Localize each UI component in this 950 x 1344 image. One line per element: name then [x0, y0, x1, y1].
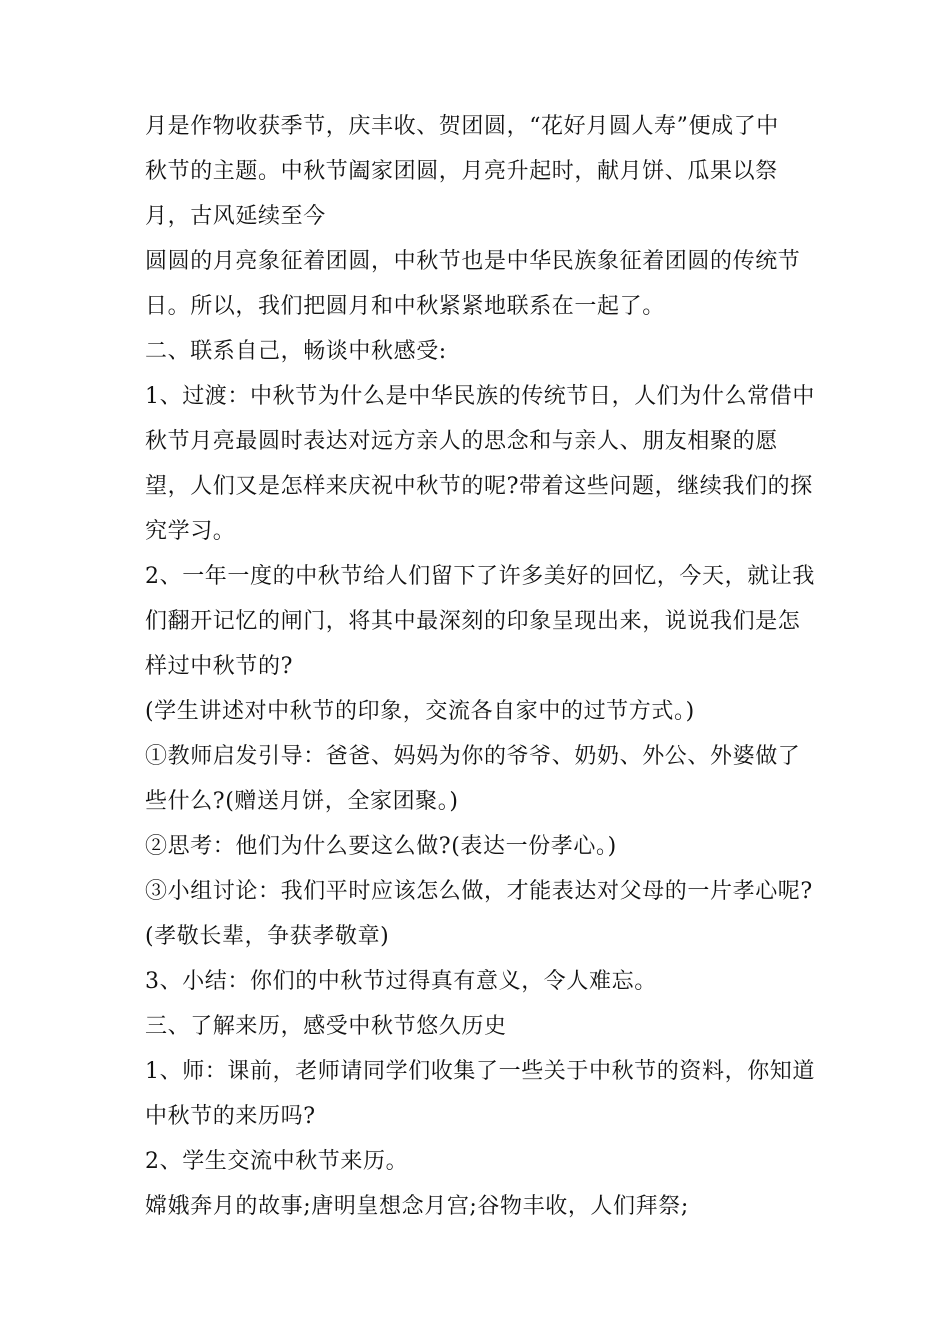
text-line: (学生讲述对中秋节的印象，交流各自家中的过节方式。) — [145, 699, 695, 724]
text-line: 秋节的主题。中秋节阖家团圆，月亮升起时，献月饼、瓜果以祭 — [145, 159, 778, 184]
text-line: ③小组讨论：我们平时应该怎么做，才能表达对父母的一片孝心呢? — [145, 879, 813, 904]
text-line: 月，古风延续至今 — [145, 204, 326, 229]
text-line: 月是作物收获季节，庆丰收、贺团圆，“花好月圆人寿”便成了中 — [145, 114, 779, 139]
section-heading: 二、联系自己，畅谈中秋感受: — [145, 339, 447, 364]
section-heading: 三、了解来历，感受中秋节悠久历史 — [145, 1014, 507, 1039]
text-line: 嫦娥奔月的故事;唐明皇想念月宫;谷物丰收，人们拜祭; — [145, 1194, 689, 1219]
text-line: 望，人们又是怎样来庆祝中秋节的呢?带着这些问题，继续我们的探 — [145, 474, 813, 499]
text-line: 圆圆的月亮象征着团圆，中秋节也是中华民族象征着团圆的传统节 — [145, 249, 801, 274]
document-body — [145, 104, 815, 1229]
text-line: ②思考：他们为什么要这么做?(表达一份孝心。) — [145, 834, 617, 859]
text-line: 日。所以，我们把圆月和中秋紧紧地联系在一起了。 — [145, 294, 665, 319]
text-line: 3、小结：你们的中秋节过得真有意义，令人难忘。 — [145, 969, 657, 994]
text-line: ①教师启发引导：爸爸、妈妈为你的爷爷、奶奶、外公、外婆做了 — [145, 744, 801, 769]
text-line: 2、学生交流中秋节来历。 — [145, 1149, 409, 1174]
text-line: (孝敬长辈，争获孝敬章) — [145, 924, 390, 949]
text-line: 样过中秋节的? — [145, 654, 293, 679]
text-line: 秋节月亮最圆时表达对远方亲人的思念和与亲人、朋友相聚的愿 — [145, 429, 778, 454]
text-line: 1、过渡：中秋节为什么是中华民族的传统节日，人们为什么常借中 — [145, 384, 815, 409]
text-line: 2、一年一度的中秋节给人们留下了许多美好的回忆，今天，就让我 — [145, 564, 815, 589]
text-line: 们翻开记忆的闸门，将其中最深刻的印象呈现出来，说说我们是怎 — [145, 609, 801, 634]
text-line: 1、师：课前，老师请同学们收集了一些关于中秋节的资料，你知道 — [145, 1059, 815, 1084]
text-line: 些什么?(赠送月饼，全家团聚。) — [145, 789, 459, 814]
text-line: 究学习。 — [145, 519, 236, 544]
text-line: 中秋节的来历吗? — [145, 1104, 316, 1129]
